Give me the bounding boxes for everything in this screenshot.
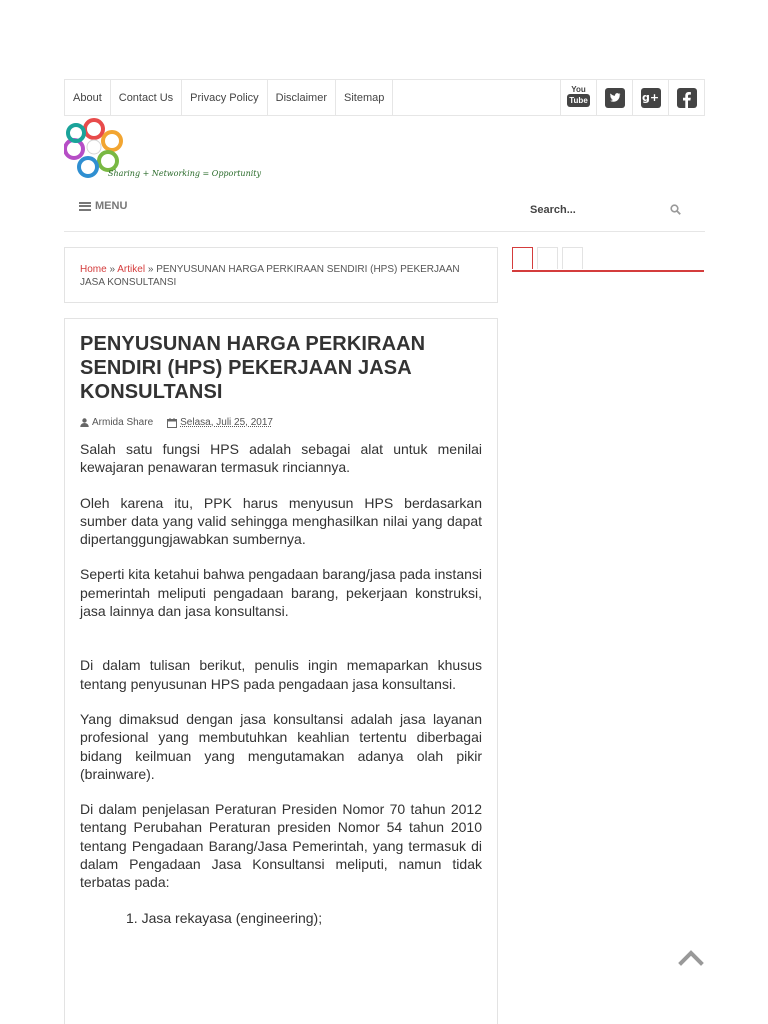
paragraph: Di dalam penjelasan Peraturan Presiden Nomor 70 tahun 2012 tentang Perubahan Peraturan presiden Nomor 54 tahun 2010 tentang Pengadaan Barang/Jasa Pemerintah, yang termasuk di dalam Pengadaan Jasa Konsultansi meliputi, namun tidak terbatas pada: [80, 801, 482, 891]
menu-label: MENU [95, 200, 128, 212]
menu-bar [64, 188, 705, 232]
search-icon[interactable] [670, 204, 681, 215]
chevron-up-icon[interactable] [678, 947, 704, 967]
youtube-icon: You Tube [569, 84, 588, 105]
google-plus-icon: g+ [641, 88, 661, 108]
facebook-link[interactable] [668, 80, 704, 115]
nav-link-disclaimer[interactable]: Disclaimer [268, 80, 336, 115]
breadcrumb-category[interactable]: Artikel [117, 264, 146, 275]
twitter-link[interactable] [596, 80, 632, 115]
breadcrumb-separator: » [109, 264, 116, 275]
top-navigation [64, 79, 705, 116]
social-links [560, 80, 704, 115]
breadcrumb-home[interactable]: Home [80, 264, 107, 275]
article-post [64, 318, 498, 1024]
list-item: 1. Jasa rekayasa (engineering); [126, 909, 323, 926]
calendar-icon [167, 418, 177, 428]
post-meta [80, 417, 482, 428]
list-icon [79, 202, 91, 211]
breadcrumb-current: PENYUSUNAN HARGA PERKIRAAN SENDIRI (HPS) PEKERJAAN JASA KONSULTANSI [80, 264, 460, 288]
menu-button[interactable] [79, 200, 127, 212]
paragraph: Oleh karena itu, PPK harus menyusun HPS berdasarkan sumber data yang valid sehingga menghasilkan nilai yang dapat dipertanggungjawabkan sumbernya. [80, 494, 482, 548]
article-title: PENYUSUNAN HARGA PERKIRAAN SENDIRI (HPS) PEKERJAAN JASA KONSULTANSI [80, 333, 426, 403]
twitter-icon [605, 88, 625, 108]
paragraph: Seperti kita ketahui bahwa pengadaan barang/jasa pada instansi pemerintah meliputi pengadaan barang, pekerjaan konstruksi, jasa lainnya dan jasa konsultansi. [80, 566, 482, 620]
sidebar-tab-3[interactable] [562, 247, 583, 269]
breadcrumb [64, 247, 498, 303]
breadcrumb-separator: » [147, 264, 154, 275]
nav-link-contact-us[interactable]: Contact Us [111, 80, 182, 115]
sidebar-tab-1[interactable] [512, 247, 533, 269]
post-author [80, 417, 153, 428]
logo-tagline: Sharing + Networking = Opportunity [108, 169, 262, 178]
sidebar-tab-2[interactable] [537, 247, 558, 269]
paragraph: Salah satu fungsi HPS adalah sebagai alat untuk menilai kewajaran penawaran termasuk rinciannya. [80, 441, 482, 476]
google-plus-link[interactable] [632, 80, 668, 115]
paragraph: Di dalam tulisan berikut, penulis ingin memaparkan khusus tentang penyusunan HPS pada pengadaan jasa konsultansi. [80, 657, 482, 692]
article-body [80, 440, 482, 927]
user-icon [80, 418, 89, 427]
services-list [80, 909, 482, 927]
facebook-icon [677, 88, 697, 108]
search-input[interactable] [530, 204, 660, 216]
author-name[interactable]: Armida Share [92, 417, 154, 428]
nav-link-sitemap[interactable]: Sitemap [336, 80, 393, 115]
paragraph: Yang dimaksud dengan jasa konsultansi adalah jasa layanan profesional yang membutuhkan keahlian tertentu diberbagai bidang keilmuan yang mengutamakan adanya olah pikir (brainware). [80, 710, 482, 782]
nav-link-privacy-policy[interactable]: Privacy Policy [182, 80, 267, 115]
youtube-link[interactable] [560, 80, 596, 115]
nav-link-about[interactable]: About [65, 80, 111, 115]
post-date [167, 417, 273, 428]
search-box [530, 197, 705, 223]
sidebar-tabs [512, 247, 704, 272]
site-logo[interactable] [64, 117, 262, 187]
top-links [65, 80, 393, 115]
date-text[interactable]: Selasa, Juli 25, 2017 [180, 417, 273, 428]
